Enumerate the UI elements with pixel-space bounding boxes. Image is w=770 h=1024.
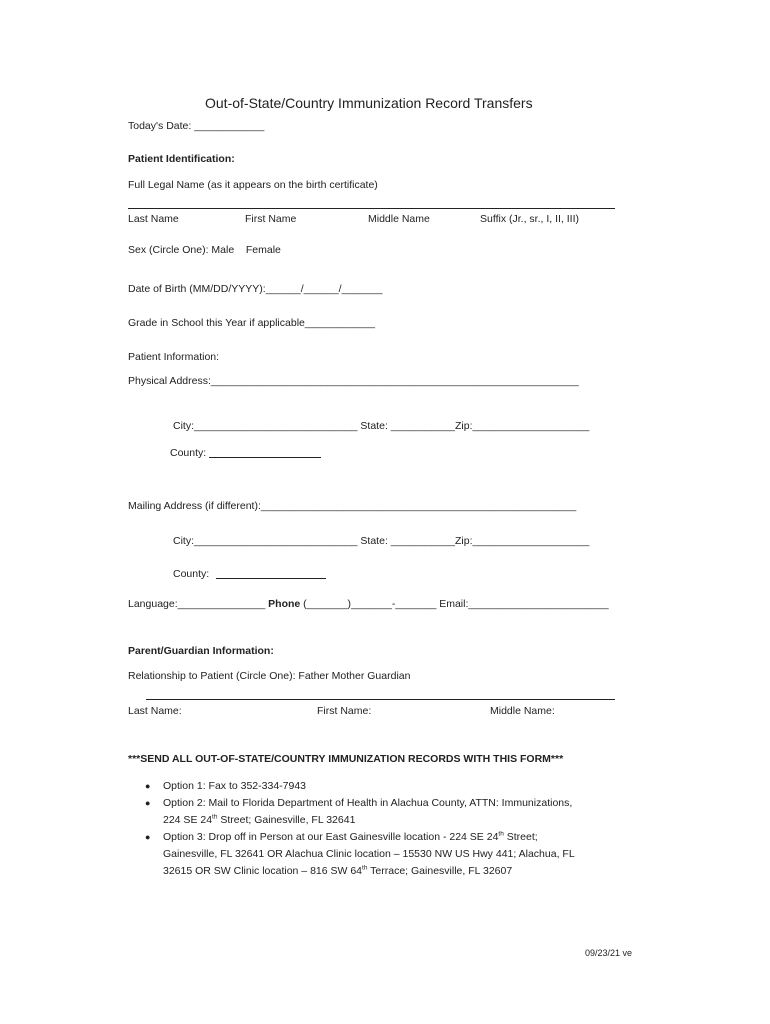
full-legal-name-label: Full Legal Name (as it appears on the birth certificate) xyxy=(128,179,378,191)
bullet-icon: ● xyxy=(145,832,151,842)
option-2-mail-line-2: 224 SE 24th Street; Gainesville, FL 32641 xyxy=(163,813,356,826)
bullet-icon: ● xyxy=(145,781,151,791)
mailing-county-label: County: xyxy=(173,568,210,580)
language-phone-email-field[interactable] xyxy=(128,599,609,610)
guardian-name-line[interactable] xyxy=(146,699,615,700)
bullet-icon: ● xyxy=(145,798,151,808)
physical-county-line[interactable] xyxy=(209,457,321,458)
patient-information-heading: Patient Information: xyxy=(128,351,220,363)
middle-name-label: Middle Name xyxy=(368,213,430,225)
page-title: Out-of-State/Country Immunization Record Transfers xyxy=(205,95,533,111)
guardian-first-name-label: First Name: xyxy=(317,705,372,717)
grade-field[interactable]: Grade in School this Year if applicable____________ xyxy=(128,317,375,329)
physical-address-field[interactable]: Physical Address:_______________________________________________________________ xyxy=(128,375,579,387)
option-3-drop-off-line-3: 32615 OR SW Clinic location – 816 SW 64th Terrace; Gainesville, FL 32607 xyxy=(163,864,513,877)
guardian-middle-name-label: Middle Name: xyxy=(490,705,555,717)
send-records-notice: ***SEND ALL OUT-OF-STATE/COUNTRY IMMUNIZATION RECORDS WITH THIS FORM*** xyxy=(128,753,564,765)
phone-label: Phone xyxy=(268,598,301,610)
guardian-heading: Parent/Guardian Information: xyxy=(128,645,274,657)
date-of-birth-field[interactable]: Date of Birth (MM/DD/YYYY):______/______/_______ xyxy=(128,283,383,295)
full-name-line[interactable] xyxy=(128,208,615,209)
last-name-label: Last Name xyxy=(128,213,179,225)
mailing-address-field[interactable]: Mailing Address (if different):______________________________________________________ xyxy=(128,500,577,512)
first-name-label: First Name xyxy=(245,213,297,225)
suffix-label: Suffix (Jr., sr., I, II, III) xyxy=(480,213,579,225)
option-3-drop-off-line-1: Option 3: Drop off in Person at our East Gainesville location - 224 SE 24th Street; xyxy=(163,830,538,843)
sex-field[interactable]: Sex (Circle One): Male Female xyxy=(128,244,281,256)
todays-date-field[interactable]: Today's Date: ____________ xyxy=(128,120,265,132)
mailing-city-state-zip-field[interactable]: City:____________________________ State: ___________Zip:____________________ xyxy=(173,535,590,547)
option-3-drop-off-line-2: Gainesville, FL 32641 OR Alachua Clinic location – 15530 NW US Hwy 441; Alachua, FL xyxy=(163,848,575,860)
phone-email-field[interactable]: (_______)_______-_______ Email:________________________ xyxy=(300,598,609,610)
option-1-fax: Option 1: Fax to 352-334-7943 xyxy=(163,780,307,792)
physical-county-label: County: xyxy=(170,447,207,459)
mailing-county-line[interactable] xyxy=(216,578,326,579)
patient-identification-heading: Patient Identification: xyxy=(128,153,235,165)
physical-city-state-zip-field[interactable]: City:____________________________ State: ___________Zip:____________________ xyxy=(173,420,590,432)
relationship-field[interactable]: Relationship to Patient (Circle One): Father Mother Guardian xyxy=(128,670,411,682)
language-field[interactable]: Language:_______________ xyxy=(128,598,266,610)
option-2-mail-line-1: Option 2: Mail to Florida Department of Health in Alachua County, ATTN: Immunizations, xyxy=(163,797,573,809)
footer-revision-code: 09/23/21 ve xyxy=(585,948,633,958)
guardian-last-name-label: Last Name: xyxy=(128,705,182,717)
